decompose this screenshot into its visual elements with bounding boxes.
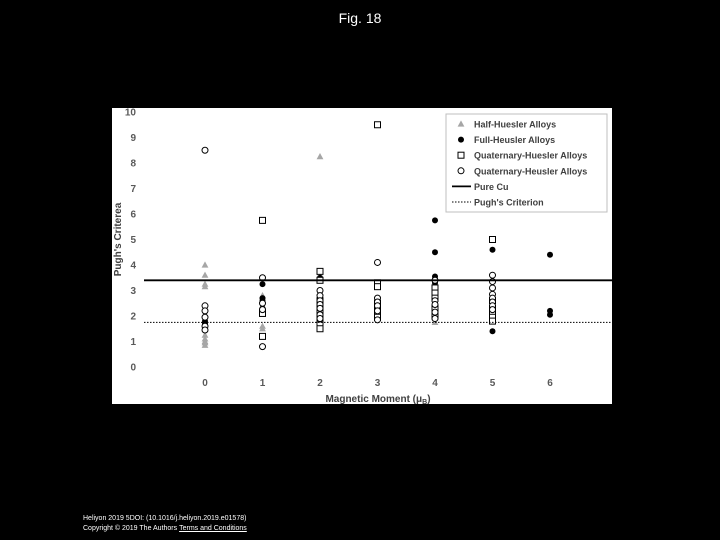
data-point — [202, 272, 209, 278]
legend-marker — [458, 137, 464, 143]
data-point — [260, 300, 266, 306]
data-point — [490, 272, 496, 278]
data-point — [202, 308, 208, 314]
x-tick-label: 2 — [317, 378, 323, 389]
data-point — [375, 308, 381, 314]
data-point — [260, 217, 266, 223]
data-point — [260, 344, 266, 350]
legend-marker — [458, 168, 464, 174]
data-point — [490, 318, 496, 324]
data-point — [375, 259, 381, 265]
chart-panel — [112, 108, 612, 404]
data-point — [260, 333, 266, 339]
data-point — [547, 252, 553, 258]
legend-label: Half-Huesler Alloys — [474, 119, 557, 130]
data-point — [490, 237, 496, 243]
y-tick-label: 1 — [130, 337, 136, 348]
x-axis-title: Magnetic Moment $(\mu_B)$ — [325, 394, 431, 404]
data-point — [260, 281, 266, 287]
data-point — [432, 217, 438, 223]
y-tick-label: 7 — [130, 184, 136, 195]
data-point — [260, 307, 266, 313]
data-point — [432, 302, 438, 308]
data-point — [432, 316, 438, 322]
data-point — [317, 326, 323, 332]
legend-label: Pure Cu — [474, 181, 509, 192]
y-tick-label: 10 — [124, 108, 136, 119]
x-tick-label: 0 — [202, 378, 208, 389]
citation-text: Heliyon 2019 5DOI: (10.1016/j.heliyon.2019.e01578) — [83, 515, 247, 522]
data-point — [490, 328, 496, 334]
y-tick-label: 4 — [130, 260, 136, 272]
data-point — [202, 261, 209, 267]
x-tick-label: 4 — [432, 378, 438, 389]
legend-marker — [458, 152, 464, 158]
slide-title: Fig. 18 — [338, 10, 382, 26]
x-tick-label: 1 — [259, 378, 266, 389]
y-tick-label: 3 — [130, 286, 136, 297]
y-tick-label: 5 — [130, 235, 136, 246]
data-point — [317, 153, 324, 159]
data-point — [202, 327, 208, 333]
data-point — [432, 249, 438, 255]
x-tick-label: 3 — [374, 378, 381, 389]
x-tick-label: 6 — [547, 378, 553, 389]
y-axis-title: Pugh's Criterea — [113, 202, 124, 277]
y-tick-label: 2 — [130, 311, 136, 323]
footer — [83, 514, 247, 534]
data-point — [547, 312, 553, 318]
data-point — [317, 268, 323, 274]
data-point — [202, 147, 208, 153]
data-point — [490, 247, 496, 253]
copyright-text: Copyright © 2019 The Authors — [83, 525, 178, 532]
y-tick-label: 0 — [130, 362, 136, 374]
x-tick-label: 5 — [489, 378, 496, 389]
legend-label: Pugh's Criterion — [474, 197, 544, 208]
data-point — [317, 316, 323, 322]
data-point — [317, 305, 323, 311]
y-tick-label: 8 — [130, 158, 136, 170]
y-tick-label: 6 — [130, 209, 136, 221]
legend-label: Quaternary-Heusler Alloys — [474, 166, 588, 177]
legend-label: Full-Heusler Alloys — [474, 135, 556, 146]
terms-link[interactable]: Terms and Conditions — [179, 525, 247, 532]
copyright-line — [83, 524, 247, 534]
data-point — [375, 122, 381, 128]
data-point — [490, 285, 496, 291]
data-point — [490, 307, 496, 313]
data-point — [375, 284, 381, 290]
data-point — [202, 314, 208, 320]
legend-label: Quaternary-Huesler Alloys — [474, 150, 588, 161]
scatter-chart — [112, 108, 612, 404]
data-point — [259, 323, 266, 329]
data-point — [432, 309, 438, 315]
y-tick-label: 9 — [130, 133, 136, 144]
